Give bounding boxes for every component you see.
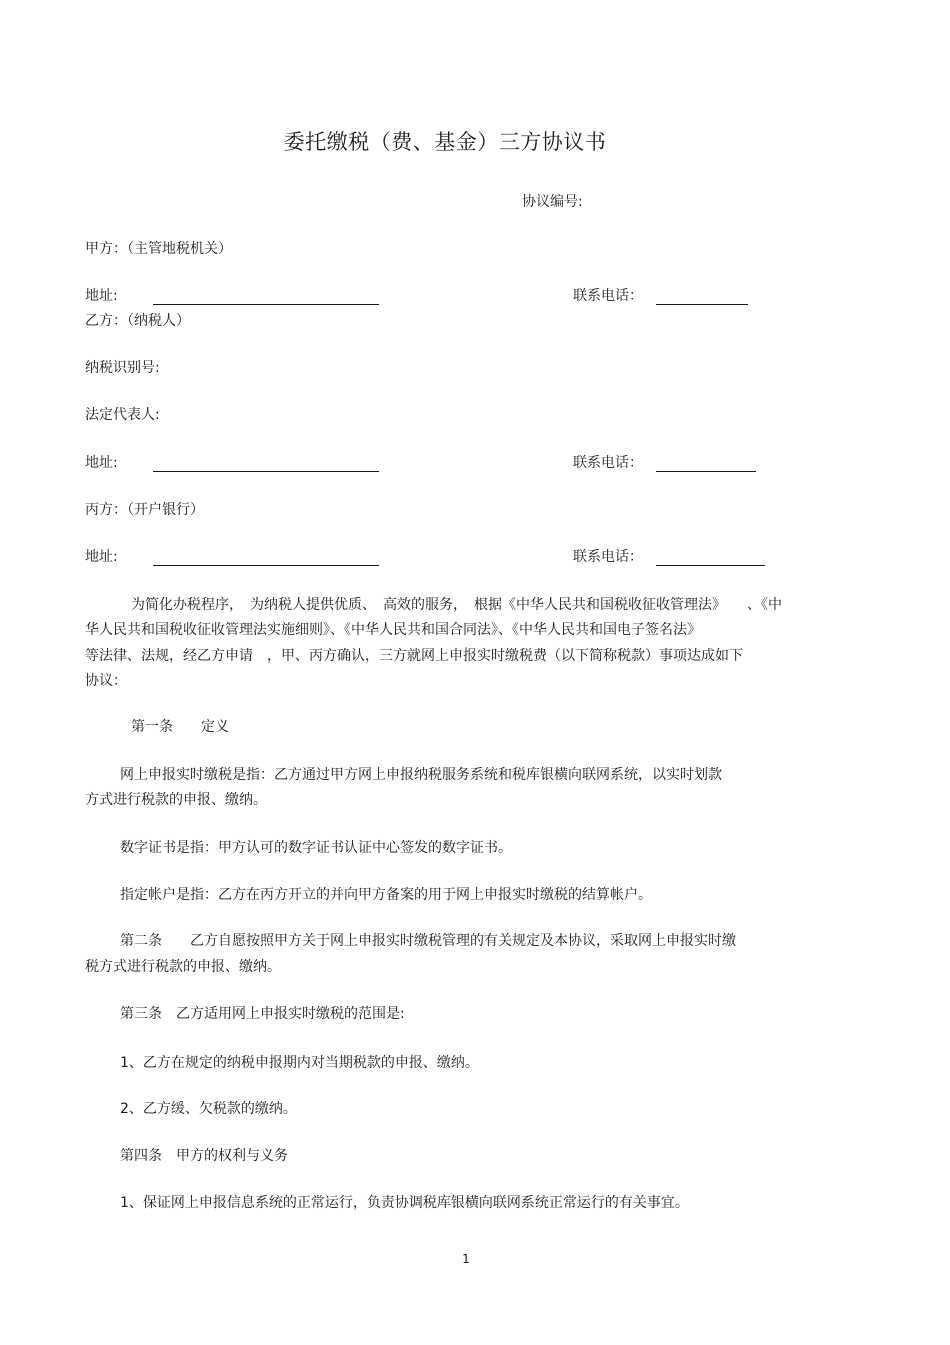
- party-a-address-label: 地址:: [85, 288, 118, 304]
- party-c-label: 丙方：（开户银行）: [85, 502, 204, 518]
- party-c-phone-label: 联系电话：: [573, 549, 643, 565]
- article-2-line-2: 税方式进行税款的申报、缴纳。: [85, 959, 281, 975]
- article-2-line-1: 第二条 乙方自愿按照甲方关于网上申报实时缴税管理的有关规定及本协议，采取网上申报实时缴: [120, 933, 736, 949]
- party-a-label: 甲方：（主管地税机关）: [85, 241, 232, 257]
- party-b-address-label: 地址:: [85, 455, 118, 471]
- party-b-tax-id-label: 纳税识别号:: [85, 360, 160, 376]
- party-a-phone-line: [656, 304, 748, 305]
- article-1-def-2: 数字证书是指：甲方认可的数字证书认证中心签发的数字证书。: [120, 840, 512, 856]
- party-c-phone-line: [656, 565, 765, 566]
- preamble-line-4: 协议：: [85, 673, 127, 689]
- article-1-def-1-line-1: 网上申报实时缴税是指：乙方通过甲方网上申报纳税服务系统和税库银横向联网系统，以实时划款: [120, 767, 722, 783]
- party-c-address-label: 地址:: [85, 549, 118, 565]
- party-a-phone-label: 联系电话：: [573, 288, 643, 304]
- page-number: 1: [462, 1252, 470, 1266]
- article-4-heading: 第四条 甲方的权利与义务: [120, 1148, 288, 1164]
- article-1-def-1-line-2: 方式进行税款的申报、缴纳。: [85, 792, 267, 808]
- preamble-line-1: 为简化办税程序， 为纳税人提供优质、 高效的服务， 根据《中华人民共和国税收征收管理法》 、《中: [131, 597, 782, 613]
- party-b-address-line: [153, 471, 379, 472]
- party-a-address-line: [153, 304, 379, 305]
- party-b-label: 乙方：（纳税人）: [85, 313, 190, 329]
- article-3-item-2: 2、乙方缓、欠税款的缴纳。: [120, 1101, 297, 1117]
- party-b-phone-line: [656, 471, 756, 472]
- article-1-def-3: 指定帐户是指：乙方在丙方开立的并向甲方备案的用于网上申报实时缴税的结算帐户。: [120, 887, 652, 903]
- preamble-line-3: 等法律、法规，经乙方申请 ，甲、丙方确认，三方就网上申报实时缴税费（以下简称税款）事项达成如下: [85, 648, 743, 664]
- article-3-item-1: 1、乙方在规定的纳税申报期内对当期税款的申报、缴纳。: [120, 1055, 479, 1071]
- article-4-item-1: 1、保证网上申报信息系统的正常运行，负责协调税库银横向联网系统正常运行的有关事宜。: [120, 1195, 689, 1211]
- document-title: 委托缴税（费、基金）三方协议书: [283, 130, 607, 154]
- party-b-phone-label: 联系电话：: [573, 455, 643, 471]
- article-3-heading: 第三条 乙方适用网上申报实时缴税的范围是:: [120, 1006, 405, 1022]
- party-c-address-line: [153, 565, 379, 566]
- article-1-heading: 第一条 定义: [131, 719, 229, 735]
- agreement-number-label: 协议编号:: [522, 194, 583, 210]
- party-b-legal-rep-label: 法定代表人:: [85, 407, 160, 423]
- preamble-line-2: 华人民共和国税收征收管理法实施细则》、《中华人民共和国合同法》、《中华人民共和国电子签名法》: [85, 622, 701, 638]
